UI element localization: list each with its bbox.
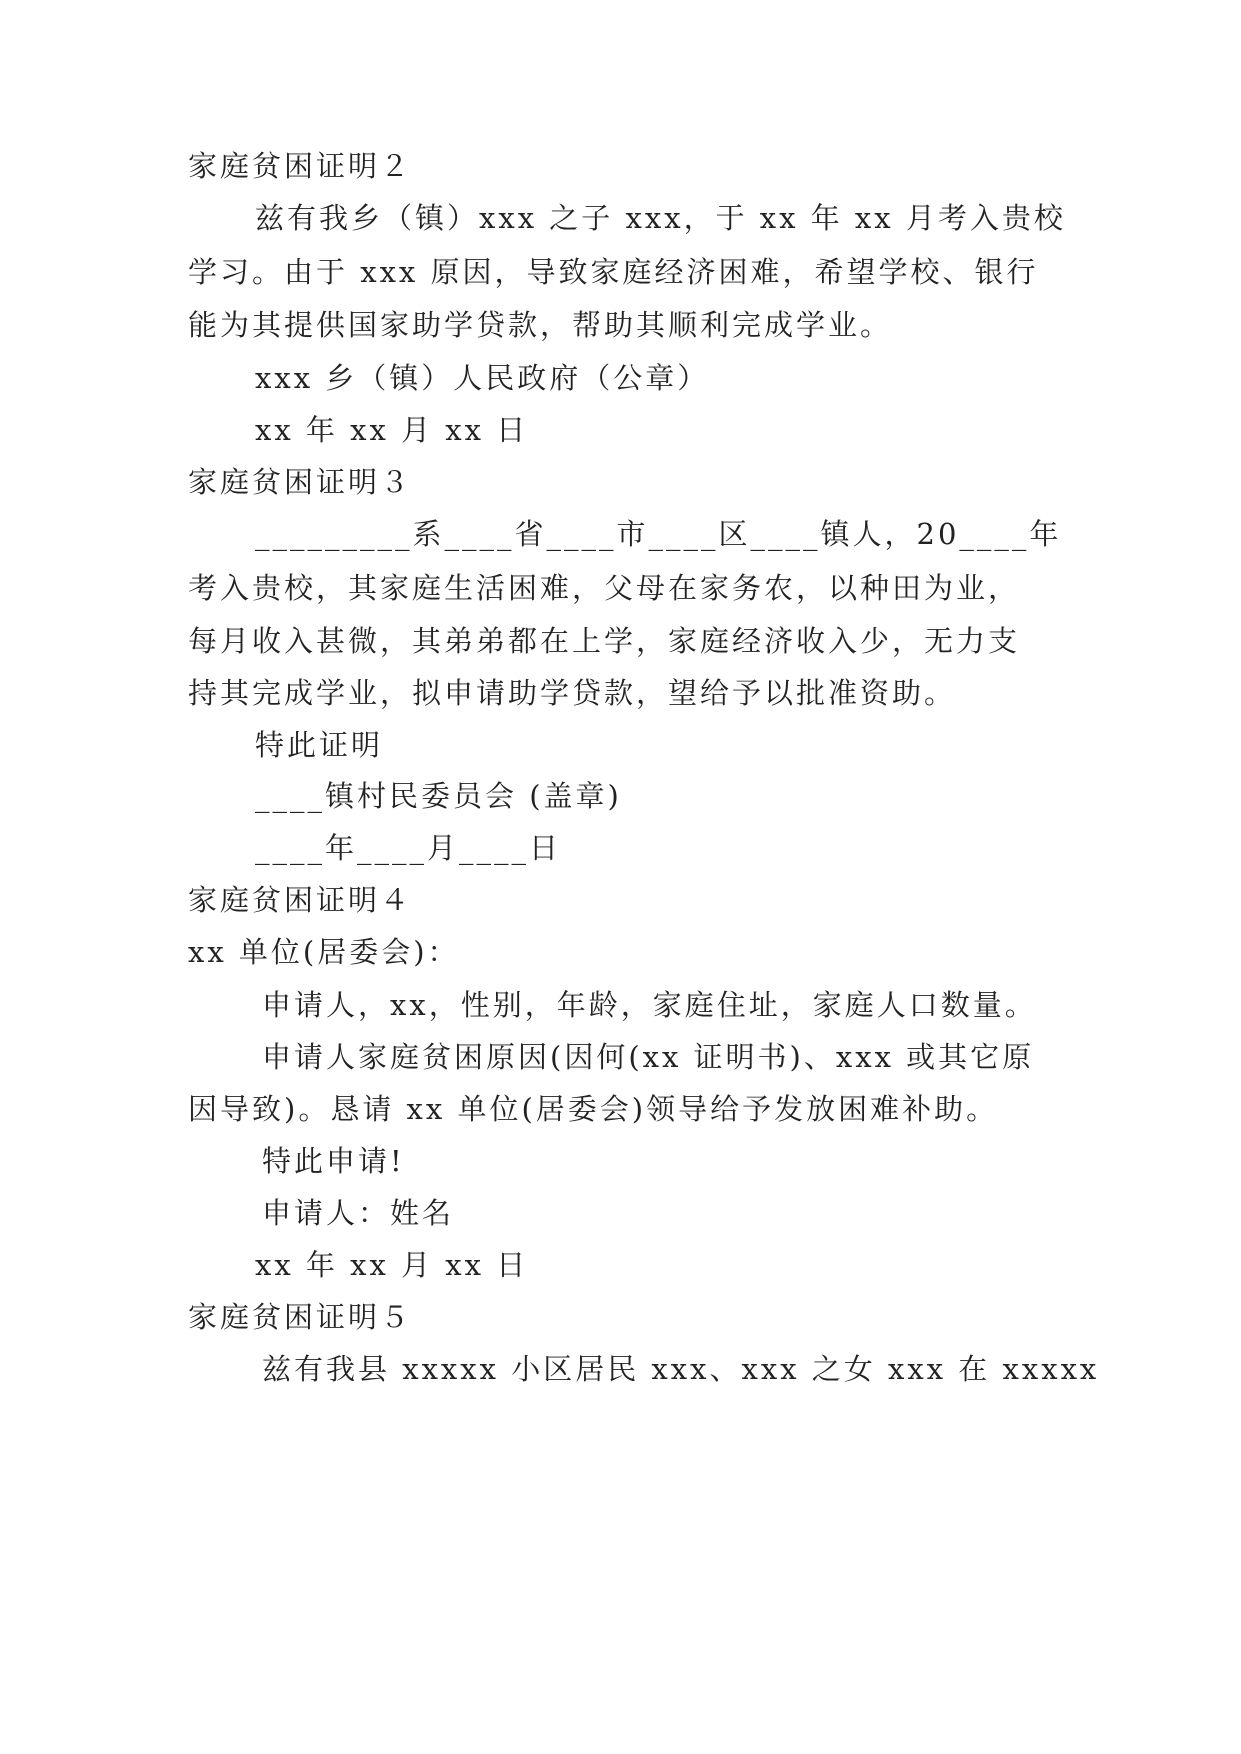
cert4-applicant: 申请人：姓名 (262, 1196, 455, 1230)
cert4-paragraph-line: 因导致)。恳请 xx 单位(居委会)领导给予发放困难补助。 (188, 1092, 999, 1126)
cert5-title: 家庭贫困证明５ (188, 1300, 413, 1334)
cert4-paragraph-line: 申请人，xx，性别，年龄，家庭住址，家庭人口数量。 (262, 988, 1037, 1022)
cert4-addressee: xx 单位(居委会)： (188, 935, 460, 969)
cert2-paragraph-line: 学习。由于 xxx 原因，导致家庭经济困难，希望学校、银行 (188, 255, 1039, 289)
cert4-closing: 特此申请! (262, 1144, 405, 1178)
cert2-date: xx 年 xx 月 xx 日 (255, 413, 529, 447)
cert2-paragraph-line: 兹有我乡（镇）xxx 之子 xxx，于 xx 年 xx 月考入贵校 (255, 201, 1066, 235)
cert2-issuer: xxx 乡（镇）人民政府（公章） (255, 361, 710, 395)
cert2-title: 家庭贫困证明２ (188, 149, 413, 183)
cert4-paragraph-line: 申请人家庭贫困原因(因何(xx 证明书)、xxx 或其它原 (262, 1040, 1035, 1074)
cert3-paragraph-line: _________系____省____市____区____镇人，20____年 (255, 517, 1062, 551)
cert3-paragraph-line: 考入贵校，其家庭生活困难，父母在家务农，以种田为业， (188, 571, 1021, 605)
cert4-date: xx 年 xx 月 xx 日 (255, 1248, 529, 1282)
cert2-paragraph-line: 能为其提供国家助学贷款，帮助其顺利完成学业。 (188, 308, 893, 342)
cert5-paragraph-line: 兹有我县 xxxxx 小区居民 xxx、xxx 之女 xxx 在 xxxxx (262, 1352, 1100, 1386)
cert3-paragraph-line: 持其完成学业，拟申请助学贷款，望给予以批准资助。 (188, 676, 957, 710)
cert3-closing: 特此证明 (255, 728, 384, 762)
cert3-title: 家庭贫困证明３ (188, 465, 413, 499)
cert4-title: 家庭贫困证明４ (188, 883, 413, 917)
cert3-issuer: ____镇村民委员会 (盖章) (255, 779, 622, 813)
cert3-paragraph-line: 每月收入甚微，其弟弟都在上学，家庭经济收入少，无力支 (188, 624, 1021, 658)
cert3-date: ____年____月____日 (255, 831, 562, 865)
